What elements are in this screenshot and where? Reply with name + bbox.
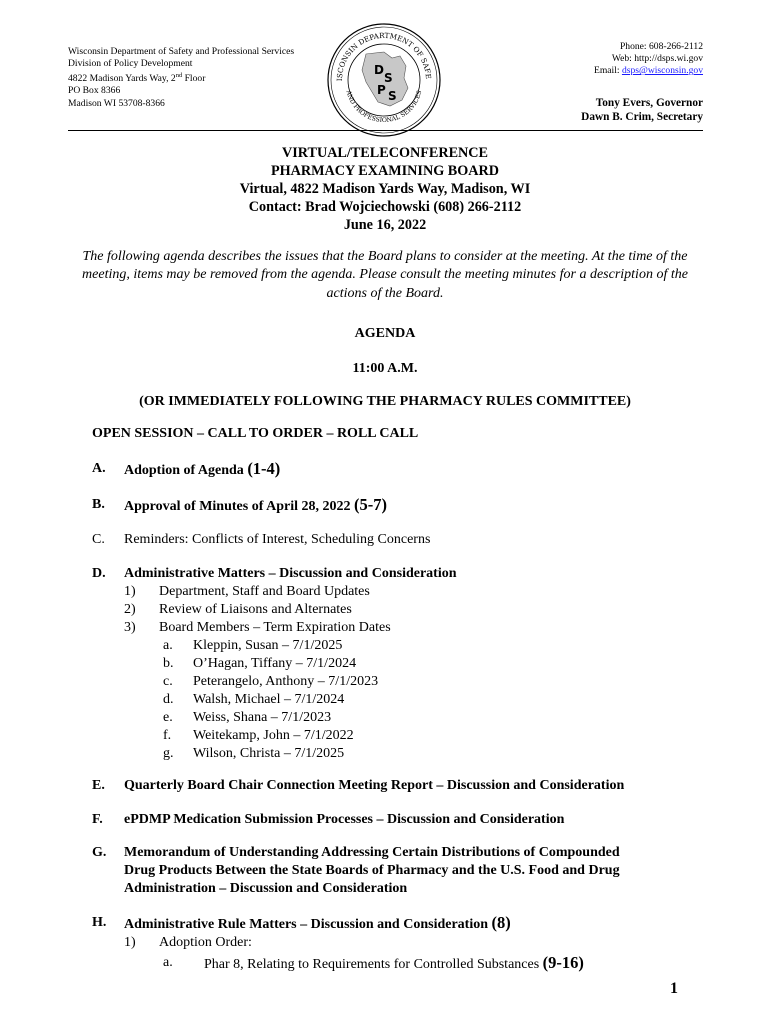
po-box: PO Box 8366 (68, 85, 121, 97)
item-title: Administrative Matters – Discussion and Consideration (124, 566, 457, 581)
meeting-location: Virtual, 4822 Madison Yards Way, Madison, WI (239, 181, 531, 198)
header-divider (68, 130, 703, 131)
board-name: PHARMACY EXAMINING BOARD (270, 163, 500, 180)
list-item: c. Peterangelo, Anthony – 7/1/2023 (163, 674, 379, 689)
seal-top-text: ISCONSIN DEPARTMENT OF SAFE (334, 30, 434, 82)
meeting-time: 11:00 A.M. (352, 361, 418, 376)
page-number: 1 (670, 980, 678, 997)
seal-letter-s1: S (384, 71, 393, 85)
phone-number: Phone: 608-266-2112 (619, 41, 703, 52)
item-title: Approval of Minutes of April 28, 2022 (124, 499, 354, 514)
division-name: Division of Policy Development (68, 58, 193, 70)
item-letter: E. (92, 778, 105, 793)
item-letter: C. (92, 532, 105, 547)
website: Web: http://dsps.wi.gov (611, 53, 703, 65)
list-item: 1) Department, Staff and Board Updates (124, 584, 370, 599)
list-item: g. Wilson, Christa – 7/1/2025 (163, 746, 345, 761)
list-item: 3) Board Members – Term Expiration Dates (124, 620, 391, 635)
seal-letter-p: P (377, 83, 386, 97)
meeting-contact: Contact: Brad Wojciechowski (608) 266-2112 (248, 199, 522, 216)
agenda-heading: AGENDA (354, 326, 416, 341)
governor-name: Tony Evers, Governor (595, 97, 703, 109)
item-title: Memorandum of Understanding Addressing Certain Distributions of Compounded Drug Products Between the State Boards of Pharmacy and the U.S. Food and Drug Administration – Discussion and Consideration (124, 845, 620, 896)
list-item: d. Walsh, Michael – 7/1/2024 (163, 692, 345, 707)
item-d-subitems (124, 583, 524, 637)
street-address: 4822 Madison Yards Way, 2nd Floor (68, 72, 206, 85)
list-item: b. O’Hagan, Tiffany – 7/1/2024 (163, 656, 357, 671)
seal-letter-s2: S (388, 89, 397, 103)
item-letter: F. (92, 812, 103, 827)
item-letter: B. (92, 497, 105, 512)
meeting-date: June 16, 2022 (343, 217, 427, 234)
list-item: f. Weitekamp, John – 7/1/2022 (163, 728, 354, 743)
page-range: (1-4) (247, 459, 281, 478)
city-zip: Madison WI 53708-8366 (68, 97, 165, 109)
board-member-list (163, 637, 463, 763)
seal-letter-d: D (374, 63, 384, 77)
item-title: Quarterly Board Chair Connection Meeting Report – Discussion and Consideration (124, 778, 625, 793)
item-title: Administrative Rule Matters – Discussion and Consideration (124, 917, 492, 932)
item-h-subitem: 1) Adoption Order: (124, 935, 252, 950)
seal-bottom-text: AND PROFESSIONAL SERVICES (344, 89, 424, 125)
open-session: OPEN SESSION – CALL TO ORDER – ROLL CALL (92, 426, 419, 441)
list-item: e. Weiss, Shana – 7/1/2023 (163, 710, 332, 725)
item-letter: D. (92, 566, 106, 581)
following-note: (OR IMMEDIATELY FOLLOWING THE PHARMACY RULES COMMITTEE) (139, 394, 631, 409)
item-letter: A. (92, 461, 106, 476)
page-range: (5-7) (353, 495, 387, 514)
meeting-title-block (0, 144, 770, 234)
meeting-type: VIRTUAL/TELECONFERENCE (281, 145, 489, 161)
page-range: (9-16) (542, 953, 584, 972)
item-letter: H. (92, 915, 107, 930)
agency-name: Wisconsin Department of Safety and Professional Services (68, 46, 295, 57)
item-h-subsubitem: a. Phar 8, Relating to Requirements for Controlled Substances (9-16) (163, 953, 584, 972)
secretary-name: Dawn B. Crim, Secretary (581, 111, 703, 123)
list-item: 2) Review of Liaisons and Alternates (124, 602, 352, 617)
item-title: Adoption of Agenda (124, 463, 248, 478)
email-link[interactable]: dsps@wisconsin.gov (621, 65, 703, 77)
seal-graphic (326, 22, 442, 138)
contact-info (594, 41, 703, 77)
agency-address (68, 46, 294, 110)
item-title: ePDMP Medication Submission Processes – Discussion and Consideration (124, 812, 565, 827)
item-letter: G. (92, 845, 107, 860)
agenda-intro: The following agenda describes the issues that the Board plans to consider at the meeting. At the time of the meeting, items may be removed from the agenda. Please consult the meeting minutes for a description of the actions of the Board. (82, 249, 688, 301)
item-title: Reminders: Conflicts of Interest, Scheduling Concerns (124, 532, 431, 547)
email-line: Email: dsps@wisconsin.gov (593, 65, 703, 77)
list-item: a. Kleppin, Susan – 7/1/2025 (163, 638, 343, 653)
officials (581, 96, 703, 124)
dsps-seal-logo (326, 22, 442, 138)
page-range: (8) (491, 913, 511, 932)
